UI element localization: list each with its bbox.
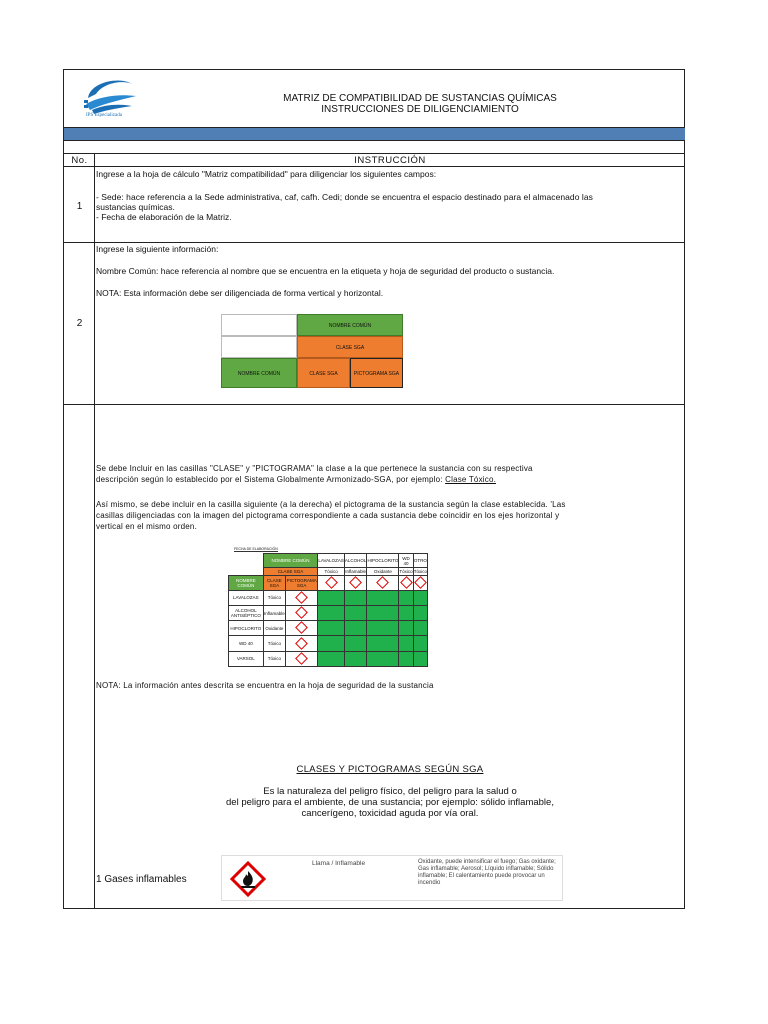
flame-pictogram-icon	[230, 861, 266, 897]
matrix-class: Tóxico	[413, 569, 427, 575]
row3-nota: NOTA: La información antes descrita se encuentra en la hoja de seguridad de la sustancia	[96, 681, 434, 690]
matrix-row-name: ALCOHOL ANTISÉPTICO	[229, 605, 264, 620]
company-logo	[80, 74, 142, 122]
row-number: 2	[76, 318, 83, 329]
clase-toxico-link[interactable]: Clase Tóxico.	[445, 475, 497, 484]
row3-p1-line1: Se debe Incluir en las casillas "CLASE" y "PICTOGRAMA" la clase a la que pertenece la sustancia con su respectiva	[96, 464, 533, 473]
row3-p1-line2: descripción según lo establecido por el Sistema Globalmente Armonizado-SGA, por ejemplo:	[96, 475, 443, 484]
row2-nombre-comun: Nombre Común: hace referencia al nombre que se encuentra en la etiqueta y hoja de seguridad del producto o sustancia.	[96, 266, 555, 276]
hazard-icon	[325, 576, 338, 589]
matrix-row-name: HIPOCLORITO	[229, 621, 264, 636]
compatibility-matrix-example	[228, 547, 428, 667]
matrix-class: Inflamable	[345, 569, 367, 575]
matrix-row-name: WD 40	[229, 636, 264, 651]
class1-name: Llama / Inflamable	[312, 860, 366, 867]
hazard-icon	[414, 576, 427, 589]
class1-card	[221, 855, 563, 901]
nombre-comun-header: NOMBRE COMÚN	[297, 314, 403, 336]
matrix-hdr-nombre-row: NOMBRE COMÚN	[229, 576, 264, 590]
hazard-icon	[295, 621, 308, 634]
matrix-col-name: HIPOCLORITO	[367, 554, 399, 568]
hazard-icon	[377, 576, 390, 589]
matrix-col-name: ALCOHOL	[344, 554, 367, 568]
class1-desc: Oxidante, puede intensificar el fuego; Gas oxidante; Gas inflamable; Aerosol; Líquido inflamable; Sólido inflamable; El calentamiento puede provocar un incendio	[418, 859, 556, 886]
matrix-hdr-clase: CLASE SGA	[263, 568, 318, 576]
matrix-row-class: Oxidante	[263, 621, 285, 636]
matrix-row-class: Tóxico	[263, 651, 285, 666]
hazard-icon	[295, 591, 308, 604]
matrix-class: Tóxico	[318, 568, 345, 576]
empty-cell	[221, 336, 297, 358]
matrix-row-name: LAVALOZAS	[229, 590, 264, 605]
row3-p2-line3: vertical en el mismo orden.	[96, 522, 197, 531]
row1-sede: - Sede: hace referencia a la Sede administrativa, caf, cafh. Cedi; donde se encuentra el espacio destinado para el almacenado las	[96, 192, 593, 202]
matrix-hdr-nombre: NOMBRE COMÚN	[263, 554, 318, 568]
section-title: CLASES Y PICTOGRAMAS SEGÚN SGA	[296, 764, 484, 775]
row3-p2-line2: casillas diligenciadas con la imagen del pictograma correspondiente a cada sustancia debe coincidir en los ejes horizontal y	[96, 511, 560, 520]
matrix-col-name: WD 40	[399, 554, 413, 568]
hazard-icon	[295, 606, 308, 619]
matrix-col-name: OTRO	[413, 554, 427, 568]
header-band	[64, 127, 685, 140]
hazard-icon	[400, 576, 413, 589]
hazard-icon	[295, 652, 308, 665]
row3-p1-line2-wrap	[96, 475, 496, 485]
section-desc-3: cancerígeno, toxicidad aguda por vía oral.	[301, 808, 479, 819]
matrix-row-class: Tóxico	[263, 636, 285, 651]
row-number: 1	[76, 201, 83, 212]
column-header-no: No.	[71, 155, 88, 166]
section-desc-2: del peligro para el ambiente, de una sustancia; por ejemplo: sólido inflamable,	[226, 797, 554, 808]
hazard-icon	[295, 637, 308, 650]
row2-nota: NOTA: Esta información debe ser diligenciada de forma vertical y horizontal.	[96, 288, 384, 298]
row1-fecha: - Fecha de elaboración de la Matriz.	[96, 212, 232, 222]
matrix-class: Oxidante	[367, 568, 399, 576]
clase-sga-header: CLASE SGA	[297, 336, 403, 358]
row3-p2-line1: Así mismo, se debe incluir en la casilla siguiente (a la derecha) el pictograma de la sustancia según la clase establecida. 'Las	[96, 500, 566, 509]
class1-label: 1 Gases inflamables	[96, 874, 187, 885]
matrix-hdr-clase-row: CLASE SGA	[263, 576, 285, 590]
matrix-row-class: Inflamable	[263, 605, 285, 620]
page-subtitle: INSTRUCCIONES DE DILIGENCIAMIENTO	[321, 104, 519, 115]
matrix-col-name: LAVALOZAS	[318, 554, 345, 568]
section-desc-1: Es la naturaleza del peligro físico, del peligro para la salud o	[263, 786, 517, 797]
matrix-row-class: Tóxico	[263, 590, 285, 605]
clase-sga-cell: CLASE SGA	[297, 358, 350, 388]
row1-sede-cont: sustancias químicas.	[96, 202, 175, 212]
matrix-class: Tóxico	[399, 569, 413, 575]
matrix-hdr-picto: PICTOGRAMA SGA	[286, 576, 318, 590]
row2-intro: Ingrese la siguiente información:	[96, 244, 219, 254]
page-title: MATRIZ DE COMPATIBILIDAD DE SUSTANCIAS QUÍMICAS	[283, 93, 557, 104]
column-header-instruction: INSTRUCCIÓN	[354, 155, 426, 166]
row1-intro: Ingrese a la hoja de cálculo "Matriz compatibilidad" para diligenciar los siguientes campos:	[96, 169, 437, 179]
logo-text: IPS Especializada	[86, 113, 122, 118]
matrix-row-name: VARSOL	[229, 651, 264, 666]
matrix-date-label: FECHA DE ELABORACIÓN	[234, 547, 278, 551]
empty-cell	[221, 314, 297, 336]
pictograma-cell: PICTOGRAMA SGA	[350, 358, 403, 388]
nombre-comun-row: NOMBRE COMÚN	[221, 358, 297, 388]
example-table	[221, 314, 403, 388]
hazard-icon	[349, 576, 362, 589]
